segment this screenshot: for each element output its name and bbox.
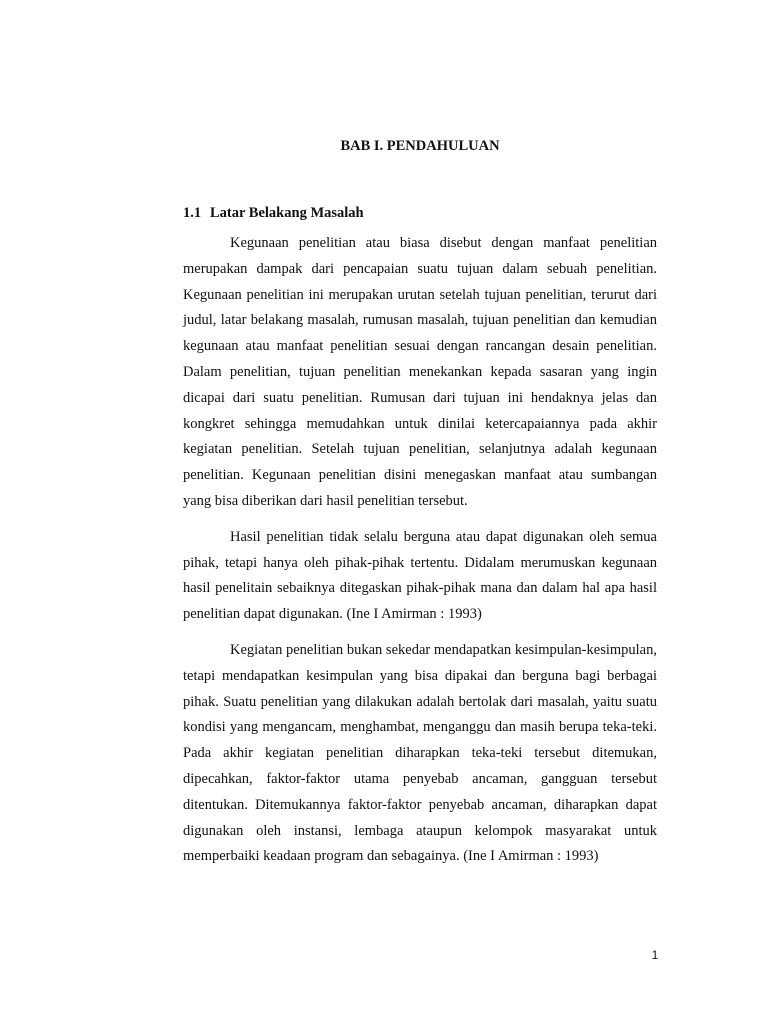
body-text — [183, 231, 657, 870]
chapter-title: BAB I. PENDAHULUAN — [340, 138, 500, 154]
paragraph-1: Kegunaan penelitian atau biasa disebut dengan manfaat penelitian merupakan dampak dari pencapaian suatu tujuan dalam sebuah penelitian. Kegunaan penelitian ini merupakan urutan setelah tujuan penelitian, terurut dari judul, latar belakang masalah, rumusan masalah, tujuan penelitian dan kemudian kegunaan atau manfaat penelitian sesuai dengan rancangan desain penelitian. Dalam penelitian, tujuan penelitian menekankan kepada sasaran yang ingin dicapai dari suatu penelitian. Rumusan dari tujuan ini hendaknya jelas dan kongkret sehingga memudahkan untuk dinilai ketercapaiannya pada akhir kegiatan penelitian. Setelah tujuan penelitian, selanjutnya adalah kegunaan penelitian. Kegunaan penelitian disini menegaskan manfaat atau sumbangan yang bisa diberikan dari hasil penelitian tersebut. — [183, 235, 657, 509]
section-number: 1.1 — [183, 205, 202, 221]
paragraph-2: Hasil penelitian tidak selalu berguna atau dapat digunakan oleh semua pihak, tetapi hanya oleh pihak-pihak tertentu. Didalam merumuskan kegunaan hasil penelitain sebaiknya ditegaskan pihak-pihak mana dan dalam hal apa hasil penelitian dapat digunakan. (Ine I Amirman : 1993) — [183, 528, 657, 623]
section-heading — [183, 204, 364, 222]
paragraph-3: Kegiatan penelitian bukan sekedar mendapatkan kesimpulan-kesimpulan, tetapi mendapatkan kesimpulan yang bisa dipakai dan berguna bagi berbagai pihak. Suatu penelitian yang dilakukan adalah bertolak dari masalah, yaitu suatu kondisi yang mengancam, menghambat, menganggu dan masih berupa teka-teki. Pada akhir kegiatan penelitian diharapkan teka-teki tersebut ditemukan, dipecahkan, faktor-faktor utama penyebab ancaman, gangguan tersebut ditentukan. Ditemukannya faktor-faktor penyebab ancaman, diharapkan dapat digunakan oleh instansi, lembaga ataupun kelompok masyarakat untuk memperbaiki keadaan program dan sebagainya. (Ine I Amirman : 1993) — [183, 641, 657, 865]
page-number: 1 — [651, 948, 659, 962]
section-title: Latar Belakang Masalah — [210, 205, 364, 221]
